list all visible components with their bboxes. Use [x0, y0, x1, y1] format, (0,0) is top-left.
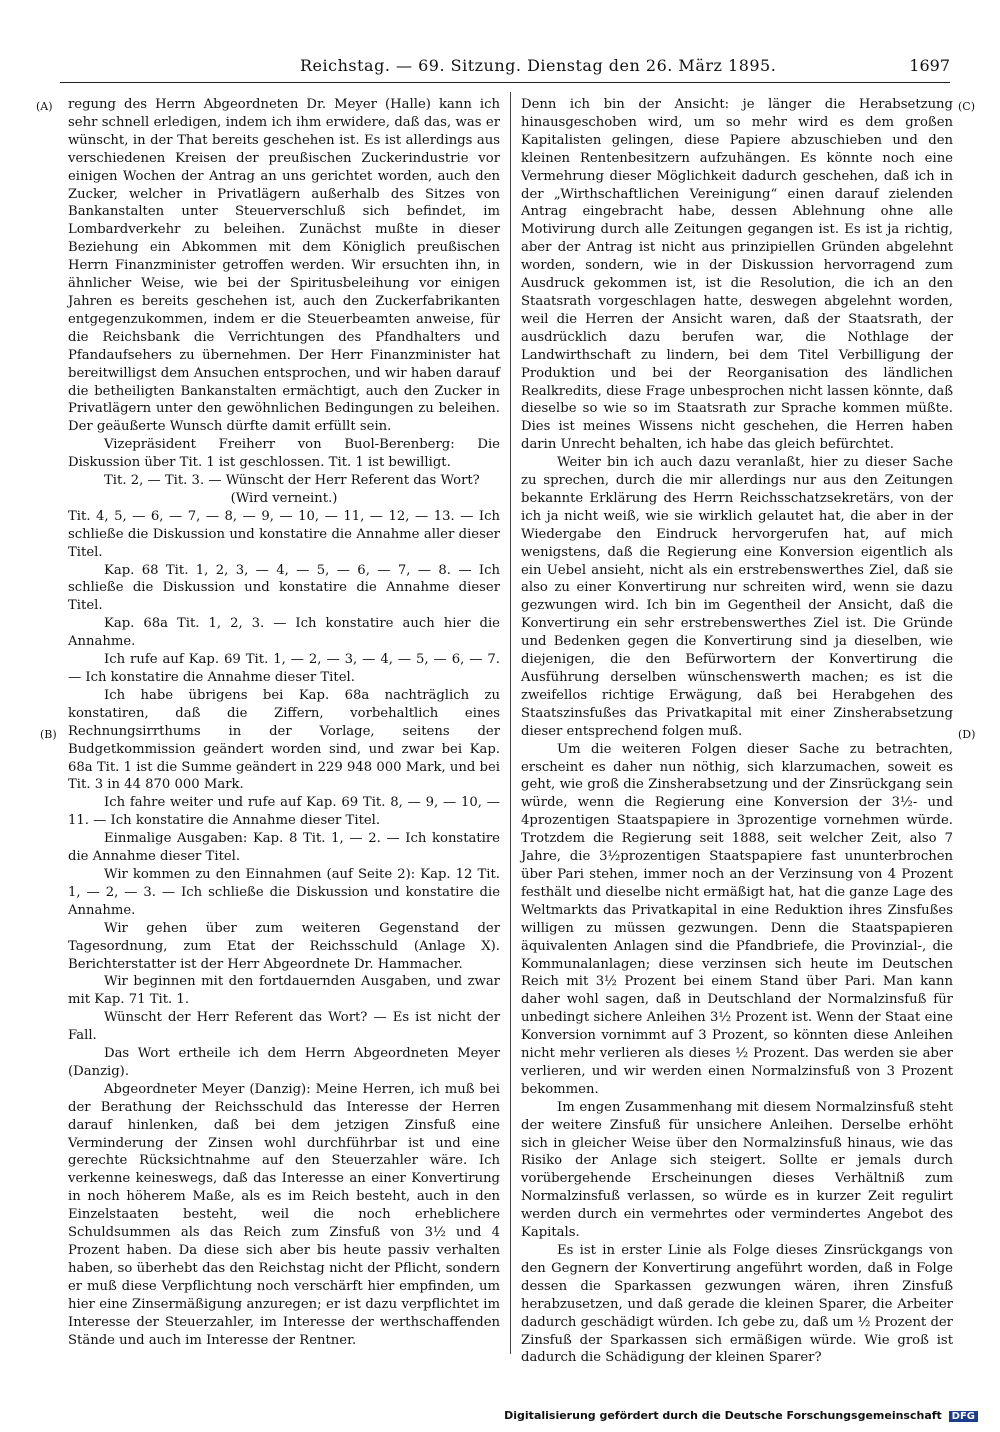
paragraph: (Wird verneint.) — [230, 490, 338, 506]
paragraph: Das Wort ertheile ich dem Herrn Abgeordneten Meyer (Danzig). — [68, 1046, 500, 1079]
right-column — [521, 96, 953, 1367]
page-header — [60, 56, 950, 83]
paragraph: Vizepräsident Freiherr von Buol-Berenberg: Die Diskussion über Tit. 1 ist geschlossen. Tit. 1 ist bewilligt. — [68, 437, 500, 471]
paragraph: Denn ich bin der Ansicht: je länger die Herabsetzung hinausgeschoben wird, um so mehr wird es dem großen Kapitalisten gelingen, diese Papiere abzuschieben und den kleinen Rentenbesitzern aufzuhängen. Es könnte noch eine Vermehrung dieser Möglichkeit dadurch geschehen, daß ich in der „Wirthschaftlichen Vereinigung“ einen darauf zielenden Antrag eingebracht habe, dessen Ablehnung ohne alle Motivirung durch alle Zeitungen gegangen ist. Es ist ja richtig, aber der Antrag ist nicht aus prinzipiellen Gründen abgelehnt worden, sondern, wie in der Diskussion hervorragend zum Ausdruck gekommen ist, ist die Resolution, die ich an den Staatsrath vorgeschlagen hatte, deswegen abgelehnt worden, weil die Herren der Ansicht waren, daß der Staatsrath, der ausdrücklich dazu berufen war, die Nothlage der Landwirthschaft zu lindern, bei dem Titel Verbilligung der Produktion und bei der Reorganisation des ländlichen Realkredits, diese Frage unbesprochen nicht lassen könnte, daß dieselbe so wie so im Staatsrath zur Sprache kommen müßte. Dies ist meines Wissens nicht geschehen, die Herren haben darin Unrecht behalten, ich habe das gleich befürchtet. — [521, 97, 953, 453]
margin-mark-d: (D) — [958, 728, 976, 741]
paragraph: Tit. 2, — Tit. 3. — Wünscht der Herr Referent das Wort? — [104, 473, 480, 489]
paragraph: Wir beginnen mit den fortdauernden Ausgaben, und zwar mit Kap. 71 Tit. 1. — [68, 974, 500, 1008]
paragraph: Um die weiteren Folgen dieser Sache zu betrachten, erscheint es daher nun nöthig, sich klarzumachen, soweit es geht, wie groß die Zinsherabsetzung und der Zinsrückgang sein würde, wenn die Regierung eine Konversion der 3½- und 4prozentigen Staatspapiere in 3prozentige vornehmen würde. Trotzdem die Regierung seit 1888, seit welcher Zeit, also 7 Jahre, die 3½prozentigen Staatspapiere fast ununterbrochen über Pari stehen, immer noch an der Verzinsung von 4 Prozent festhält und dieselbe nicht ermäßigt hat, hat die ganze Lage des Weltmarkts das Privatkapital in eine Reduktion ihres Zinsfußes willigen zu müssen gezwungen. Denn die Staatspapieren äquivalenten Anlagen sind die Pfandbriefe, die Provinzial-, die Kommunalanlagen; diese verzinsen sich heute im Deutschen Reich mit 3½ Prozent bei einem Stand über Pari. Man kann daher wohl sagen, daß in Deutschland der Normalzinsfuß für unbedingt sichere Anleihen 3½ Prozent ist. Wenn der Staat eine Konversion vornimmt auf 3 Prozent, so könnten diese Anleihen nicht mehr verlieren als dieses ½ Prozent. Das werden sie aber verlieren, und wir werden einen Normalzinsfuß von 3 Prozent bekommen. — [521, 741, 954, 1097]
left-column — [68, 96, 500, 1349]
footer-text: Digitalisierung gefördert durch die Deutsche Forschungsgemeinschaft — [504, 1409, 942, 1422]
paragraph: Kap. 68a Tit. 1, 2, 3. — Ich konstatire auch hier die Annahme. — [68, 616, 500, 650]
paragraph: Im engen Zusammenhang mit diesem Normalzinsfuß steht der weitere Zinsfuß für unsichere Anleihen. Derselbe erhöht sich in gleicher Weise über den Normalzinsfuß hinaus, wie das Risiko der Anlage sich steigert. Sollte er jemals durch vorübergehende Erscheinungen dieses Verhältniß zum Normalzinsfuß verlassen, so würde es in kurzer Zeit regulirt werden durch ein vermehrtes oder vermindertes Angebot des Kapitals. — [521, 1099, 953, 1241]
paragraph: Kap. 68 Tit. 1, 2, 3, — 4, — 5, — 6, — 7, — 8. — Ich schließe die Diskussion und konstatire die Annahme dieser Titel. — [68, 562, 500, 614]
paragraph: Ich fahre weiter und rufe auf Kap. 69 Tit. 8, — 9, — 10, — 11. — Ich konstatire die Annahme dieser Titel. — [68, 795, 500, 829]
running-title: Reichstag. — 69. Sitzung. Dienstag den 26. März 1895. — [300, 56, 777, 75]
paragraph: Wir kommen zu den Einnahmen (auf Seite 2): Kap. 12 Tit. 1, — 2, — 3. — Ich schließe die Diskussion und konstatire die Annahme. — [68, 866, 500, 918]
digitization-footer — [504, 1409, 978, 1422]
paragraph: Tit. 4, 5, — 6, — 7, — 8, — 9, — 10, — 11, — 12, — 13. — Ich schließe die Diskussion und konstatire die Annahme aller dieser Titel. — [68, 508, 500, 560]
margin-mark-c: (C) — [958, 100, 975, 113]
paragraph: Ich rufe auf Kap. 69 Tit. 1, — 2, — 3, — 4, — 5, — 6, — 7. — Ich konstatire die Annahme dieser Titel. — [68, 652, 500, 685]
column-divider — [510, 92, 511, 1354]
paragraph: regung des Herrn Abgeordneten Dr. Meyer (Halle) kann ich sehr schnell erledigen, indem ich ihm erwidere, daß das, was er wünscht, in der That bereits geschehen ist. Es ist allerdings aus verschiedenen Kreisen der preußischen Zuckerindustrie vor einigen Wochen der Antrag an uns gerichtet worden, auch den Zucker, welcher in Privatlägern außerhalb des Sitzes von Bankanstalten unter Steuerverschluß sich befindet, im Lombardverkehr zu beleihen. Zunächst mußte in dieser Beziehung ein Abkommen mit dem Königlich preußischen Herrn Finanzminister getroffen werden. Wir ersuchten ihn, in ähnlicher Weise, wie bei der Spiritusbeleihung vor einigen Jahren es bereits geschehen ist, auch den Zuckerfabrikanten entgegenzukommen, indem er die Steuerbeamten anweise, für die Reichsbank die Verrichtungen des Pfandhalters und Pfandaufsehers zu übernehmen. Der Herr Finanzminister hat bereitwilligst dem Ansuchen entsprochen, und wir haben darauf die betheiligten Bankanstalten ermächtigt, auch den Zucker in Privatlägern unter den gewöhnlichen Bedingungen zu beleihen. Der geäußerte Wunsch dürfte damit erfüllt sein. — [68, 97, 500, 435]
paragraph: Ich habe übrigens bei Kap. 68a nachträglich zu konstatiren, daß die Ziffern, vorbehaltlich eines Rechnungsirrthums in der Vorlage, seitens der Budgetkommission geändert worden sind, und zwar bei Kap. 68a Tit. 1 ist die Summe geändert in 229 948 000 Mark, und bei Tit. 3 in 44 870 000 Mark. — [68, 687, 500, 793]
paragraph: Abgeordneter Meyer (Danzig): Meine Herren, ich muß bei der Berathung der Reichsschuld das Interesse der Herren darauf hinlenken, daß bei dem jetzigen Zinsfuß eine Verminderung der Zinsen wohl durchführbar ist und eine gerechte Rücksichtnahme auf den Steuerzahler wäre. Ich verkenne keineswegs, daß das Interesse an einer Konvertirung in noch höherem Maße, als es im Reich besteht, auch in den Einzelstaaten besteht, weil die noch erheblichere Schuldsummen als das Reich zum Zinsfuß von 3½ und 4 Prozent haben. Da diese sich aber bis heute passiv verhalten haben, so überhebt das den Reichstag nicht der Pflicht, sondern er muß diese Verpflichtung noch verschärft hier empfinden, um hier eine Zinsermäßigung anzuregen; er ist dazu verpflichtet im Interesse der Steuerzahler, im Interesse der werthschaffenden Stände und auch im Interesse der Rentner. — [68, 1081, 500, 1348]
paragraph: Wir gehen über zum weiteren Gegenstand der Tagesordnung, zum Etat der Reichsschuld (Anlage X). Berichterstatter ist der Herr Abgeordnete Dr. Hammacher. — [68, 920, 500, 972]
paragraph: Weiter bin ich auch dazu veranlaßt, hier zu dieser Sache zu sprechen, durch die mir allerdings nur aus den Zeitungen bekannte Erklärung des Herrn Reichsschatzsekretärs, von der ich ja nicht weiß, wie sie wirklich gelautet hat, die aber in der Wiedergabe den Eindruck hervorgerufen hat, auf mich wenigstens, daß die Regierung eine Konversion eigentlich als ein Uebel ansieht, nicht als ein erstrebenswerthes Ziel, daß sie also zu einer Konvertirung nur schreiten wird, wenn sie dazu gezwungen wird. Ich bin im Gegentheil der Ansicht, daß die Konvertirung ein sehr erstrebenswerthes Ziel ist. Die Gründe und Bedenken gegen die Konvertirung sind ja dieselben, wie diejenigen, die den Befürwortern der Konvertirung die Ausführung derselben wünschenswerth machen; es ist die zweifellos richtige Erwägung, daß bei Herabgehen des Staatszinsfußes das Privatkapital mit einer Zinsherabsetzung dieser entsprechend folgen muß. — [521, 455, 953, 739]
paragraph: Einmalige Ausgaben: Kap. 8 Tit. 1, — 2. — Ich konstatire die Annahme dieser Titel. — [68, 831, 500, 865]
dfg-logo: DFG — [949, 1411, 978, 1422]
paragraph: Es ist in erster Linie als Folge dieses Zinsrückgangs von den Gegnern der Konvertirung angeführt worden, daß in Folge dessen die Sparkassen gezwungen wären, ihren Zinsfuß herabzusetzen, und daß gerade die kleinen Sparer, die Arbeiter dadurch geschädigt würden. Ich gebe zu, daß um ½ Prozent der Zinsfuß der Sparkassen sich ermäßigen würde. Wie groß ist dadurch die Schädigung der kleinen Sparer? — [521, 1243, 953, 1366]
paragraph: Wünscht der Herr Referent das Wort? — Es ist nicht der Fall. — [68, 1010, 500, 1044]
margin-mark-a: (A) — [36, 100, 53, 113]
margin-mark-b: (B) — [40, 728, 57, 741]
page-number: 1697 — [909, 56, 950, 75]
